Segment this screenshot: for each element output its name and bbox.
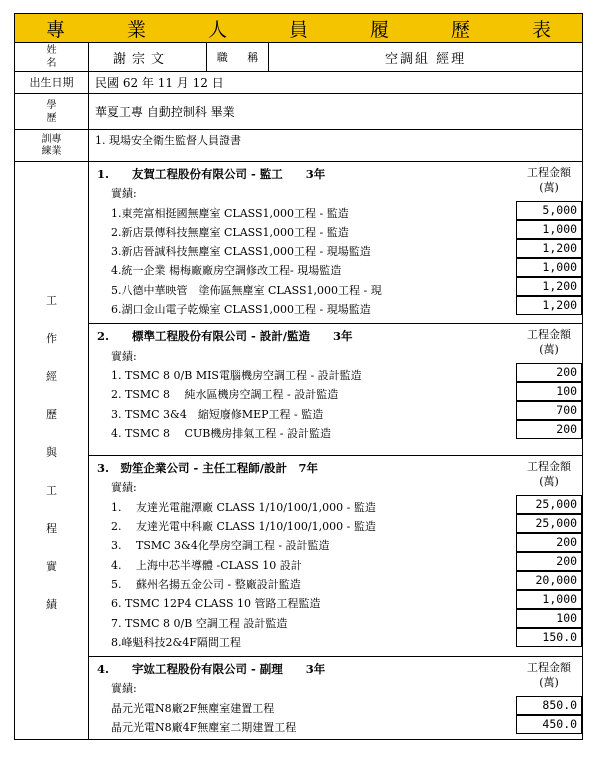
work-block xyxy=(89,324,582,456)
position-label: 職 稱 xyxy=(207,43,269,72)
work-label-char: 工 xyxy=(46,483,57,497)
project-item: 3. TSMC 3&4 縮短廢修MEP工程 - 監造 xyxy=(111,407,324,421)
project-item: 5.八德中華映管 塗佈區無塵室 CLASS1,000工程 - 現 xyxy=(111,283,382,297)
project-item: 1. TSMC 8 0/B MIS電腦機房空調工程 - 設計監造 xyxy=(111,368,362,382)
project-amount: 200 xyxy=(516,552,582,571)
achievements-label: 實績: xyxy=(111,481,137,495)
work-row xyxy=(15,162,583,740)
work-label-char: 程 xyxy=(46,521,57,535)
project-item: 1. 友達光電龍潭廠 CLASS 1/10/100/1,000 - 監造 xyxy=(111,500,376,514)
project-amount: 1,000 xyxy=(516,258,582,277)
project-amount: 100 xyxy=(516,609,582,628)
project-item: 3.新店晉誠科技無塵室 CLASS1,000工程 - 現場監造 xyxy=(111,245,371,259)
title-char: 人 xyxy=(207,18,227,41)
amount-header: 工程金額 (萬) xyxy=(527,661,572,690)
company-heading: 1. 友賀工程股份有限公司 - 監工 3年 xyxy=(97,167,326,181)
name-value: 謝宗文 xyxy=(113,51,171,67)
project-item: 7. TSMC 8 0/B 空調工程 設計監造 xyxy=(111,616,288,630)
amount-header: 工程金額 (萬) xyxy=(527,328,572,357)
project-item: 晶元光電N8廠4F無塵室二期建置工程 xyxy=(111,721,297,735)
work-block-text xyxy=(89,162,516,323)
name-cell xyxy=(89,43,207,72)
work-block xyxy=(89,657,582,739)
training-label xyxy=(15,130,89,162)
work-label-char: 與 xyxy=(46,445,57,459)
work-label-char: 作 xyxy=(46,331,57,345)
title-char: 專 xyxy=(45,18,65,41)
work-label-char: 實 xyxy=(46,559,57,573)
work-block-text xyxy=(89,456,516,656)
achievements-label: 實績: xyxy=(111,187,137,201)
title-cell xyxy=(15,14,583,43)
birth-row xyxy=(15,72,583,94)
project-item: 4. TSMC 8 CUB機房排氣工程 - 設計監造 xyxy=(111,426,332,440)
training-label-text: 訓專練業 xyxy=(41,133,62,157)
training-row xyxy=(15,130,583,162)
work-label-char: 經 xyxy=(46,369,57,383)
project-item: 8.峰魁科技2&4F隔間工程 xyxy=(111,635,241,649)
project-amount: 1,000 xyxy=(516,590,582,609)
work-block xyxy=(89,162,582,324)
amount-header: 工程金額 (萬) xyxy=(527,460,572,489)
training-value: 1. 現場安全衛生監督人員證書 xyxy=(89,130,583,162)
name-row xyxy=(15,43,583,72)
education-value: 華夏工專 自動控制科 畢業 xyxy=(89,94,583,130)
project-amount: 1,200 xyxy=(516,239,582,258)
work-block-text xyxy=(89,324,516,455)
project-amount: 1,200 xyxy=(516,277,582,296)
project-item: 1.東莞富相挺國無塵室 CLASS1,000工程 - 監造 xyxy=(111,206,349,220)
title-row xyxy=(15,14,583,43)
project-amount: 200 xyxy=(516,533,582,552)
title-char: 履 xyxy=(369,18,389,41)
title-char: 歷 xyxy=(450,18,470,41)
project-item: 5. 蘇州名揚五金公司 - 整廠設計監造 xyxy=(111,577,301,591)
work-block-amounts xyxy=(516,456,582,656)
project-amount: 25,000 xyxy=(516,514,582,533)
project-amount: 200 xyxy=(516,420,582,439)
work-label-char: 歷 xyxy=(46,407,57,421)
work-label xyxy=(15,290,88,612)
work-block-amounts xyxy=(516,324,582,455)
project-amount: 450.0 xyxy=(516,715,582,734)
birth-label: 出生日期 xyxy=(15,72,89,94)
work-label-cell xyxy=(15,162,89,740)
work-label-char: 工 xyxy=(46,293,57,307)
amount-header: 工程金額 (萬) xyxy=(527,166,572,194)
project-item: 晶元光電N8廠2F無塵室建置工程 xyxy=(111,701,275,715)
project-item: 2.新店景傳科技無塵室 CLASS1,000工程 - 監造 xyxy=(111,225,349,239)
project-item: 6.湖口金山電子乾燥室 CLASS1,000工程 - 現場監造 xyxy=(111,303,371,317)
project-item: 3. TSMC 3&4化學房空調工程 - 設計監造 xyxy=(111,539,330,553)
project-amount: 100 xyxy=(516,382,582,401)
project-item: 6. TSMC 12P4 CLASS 10 管路工程監造 xyxy=(111,597,321,611)
work-blocks xyxy=(89,162,582,739)
education-row xyxy=(15,94,583,130)
project-amount: 20,000 xyxy=(516,571,582,590)
project-item: 4. 上海中芯半導體 -CLASS 10 設計 xyxy=(111,558,302,572)
resume-table xyxy=(14,13,583,740)
company-heading: 4. 宇竑工程股份有限公司 - 副理 3年 xyxy=(97,662,326,677)
project-item: 4.統一企業 楊梅廠廠房空調修改工程- 現場監造 xyxy=(111,264,342,278)
work-block-amounts xyxy=(516,162,582,323)
education-label xyxy=(15,94,89,130)
company-heading: 2. 標準工程股份有限公司 - 設計/監造 3年 xyxy=(97,329,353,344)
work-block-text xyxy=(89,657,516,739)
project-item: 2. TSMC 8 純水區機房空調工程 - 設計監造 xyxy=(111,388,339,402)
title-char: 表 xyxy=(531,18,551,41)
project-amount: 25,000 xyxy=(516,495,582,514)
project-amount: 1,000 xyxy=(516,220,582,239)
work-block xyxy=(89,456,582,657)
project-amount: 150.0 xyxy=(516,628,582,647)
birth-value: 民國 62 年 11 月 12 日 xyxy=(89,72,583,94)
achievements-label: 實績: xyxy=(111,682,137,696)
project-amount: 850.0 xyxy=(516,696,582,715)
work-label-char: 績 xyxy=(46,597,57,611)
project-amount: 5,000 xyxy=(516,201,582,220)
name-label-text: 姓名 xyxy=(46,45,57,69)
page-title xyxy=(15,15,582,42)
company-heading: 3. 勁笙企業公司 - 主任工程師/設計 7年 xyxy=(97,461,318,476)
work-block-amounts xyxy=(516,657,582,739)
project-amount: 1,200 xyxy=(516,296,582,315)
project-amount: 700 xyxy=(516,401,582,420)
position-value: 空調組 經理 xyxy=(269,43,583,72)
name-label xyxy=(15,43,89,72)
work-cell xyxy=(89,162,583,740)
achievements-label: 實績: xyxy=(111,349,137,363)
title-char: 業 xyxy=(126,18,146,41)
education-label-text: 學歷 xyxy=(46,99,57,124)
title-char: 員 xyxy=(288,18,308,41)
project-amount: 200 xyxy=(516,363,582,382)
project-item: 2. 友達光電中科廠 CLASS 1/10/100/1,000 - 監造 xyxy=(111,520,376,534)
